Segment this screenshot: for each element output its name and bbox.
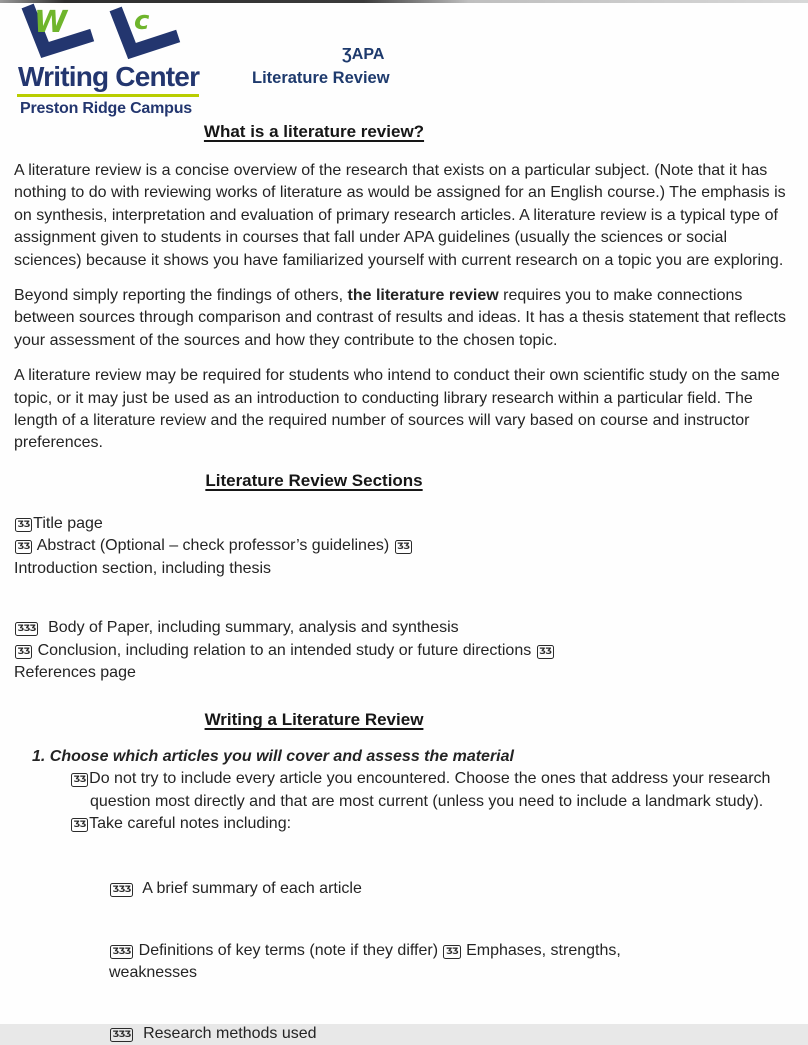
list-item: ƷƷ Abstract (Optional – check professor’s guidelines) ƷƷ xyxy=(14,535,792,557)
step-1-text: Choose which articles you will cover and assess the material xyxy=(45,748,514,766)
open-book-icons xyxy=(14,5,192,57)
list-item: ƷƷƷ Body of Paper, including summary, analysis and synthesis xyxy=(14,617,792,639)
paragraph-beyond-reporting xyxy=(14,285,792,352)
missing-glyph-box: ƷƷƷ xyxy=(110,945,133,959)
paragraph-may-be-required: A literature review may be required for students who intend to conduct their own scientific study on the same topic, or it may just be used as an introduction to conducting library research within a particular field. The length of a literature review and the required number of sources will vary based on course and instructor preferences. xyxy=(14,367,780,452)
missing-glyph-box: ƷƷƷ xyxy=(15,622,38,636)
note-research-methods: ƷƷƷ Research methods used xyxy=(14,1023,674,1045)
book-icon-c xyxy=(118,6,172,51)
missing-glyph-box: ƷƷ xyxy=(537,645,554,659)
list-item: References page xyxy=(14,663,136,681)
document-body xyxy=(0,122,808,1045)
list-item: Introduction section, including thesis xyxy=(14,559,272,577)
logo-subtitle: Preston Ridge Campus xyxy=(19,100,193,117)
paragraph-definition: A literature review is a concise overview of the research that exists on a particular subject. (Note that it has nothing to do with reviewing works of literature as would be assigned for an English course.) The emphasis is on synthesis, interpretation and evaluation of primary research articles. A literature review is a typical type of assignment given to students in courses that fall under APA guidelines (usually the sciences or social sciences) because it shows you have familiarized yourself with current research on a topic you are exploring. xyxy=(14,162,786,269)
missing-glyph-box: ƷƷ xyxy=(71,773,88,787)
svg-text:W: W xyxy=(34,5,68,40)
heading-writing-a-literature-review: Writing a Literature Review xyxy=(204,710,424,730)
writing-center-logo xyxy=(14,5,209,118)
heading-literature-review-sections: Literature Review Sections xyxy=(205,470,423,490)
note-definitions-key-terms: ƷƷƷ Definitions of key terms (note if they differ) ƷƷ Emphases, strengths, weaknesses xyxy=(109,941,626,982)
list-item: ƷƷ Title page xyxy=(14,513,792,535)
sections-list-group-2 xyxy=(14,617,792,684)
missing-glyph-box: ƷƷƷ xyxy=(110,883,133,897)
sections-list-group-1 xyxy=(14,513,792,580)
missing-glyph-box: ƷƷ xyxy=(395,540,412,554)
book-icon-w xyxy=(30,5,86,50)
heading-what-is-a-literature-review: What is a literature review? xyxy=(203,122,425,141)
missing-glyph-box: ƷƷ xyxy=(15,645,32,659)
step-1-title xyxy=(32,746,792,768)
bullet-do-not-try: ƷƷ Do not try to include every article you encountered. Choose the ones that address your research question most directly and that are most current (unless you need to include a landmark study). xyxy=(14,768,792,813)
step-1-number: 1. xyxy=(32,748,46,766)
paragraph-beyond-post: requires you to make connections between sources through comparison and contrast of results and ideas. It has a thesis statement that reflects your assessment of the sources and how they contribute to the chosen topic. xyxy=(14,287,786,349)
svg-text:c: c xyxy=(134,6,150,36)
missing-glyph-box: ƷƷ xyxy=(15,518,32,532)
page-header xyxy=(0,0,808,122)
logo-title: Writing Center xyxy=(18,61,200,92)
paragraph-beyond-pre: Beyond simply reporting the findings of others, xyxy=(14,287,348,305)
masthead-review-line: Literature Review xyxy=(252,69,390,87)
missing-glyph-box: ƷƷ xyxy=(443,945,460,959)
paragraph-beyond-bold: the literature review xyxy=(347,287,499,305)
missing-glyph-box: ƷƷ xyxy=(71,818,88,832)
logo-divider-rule xyxy=(17,94,199,97)
list-item: ƷƷ Conclusion, including relation to an intended study or future directions ƷƷ xyxy=(14,640,792,662)
missing-glyph-box: ƷƷƷ xyxy=(110,1028,133,1042)
note-brief-summary: ƷƷƷ A brief summary of each article xyxy=(14,878,674,900)
masthead-apa-line: ƷAPA xyxy=(342,46,385,63)
bullet-take-careful-notes: ƷƷ Take careful notes including: xyxy=(14,813,792,835)
missing-glyph-box: ƷƷ xyxy=(15,540,32,554)
